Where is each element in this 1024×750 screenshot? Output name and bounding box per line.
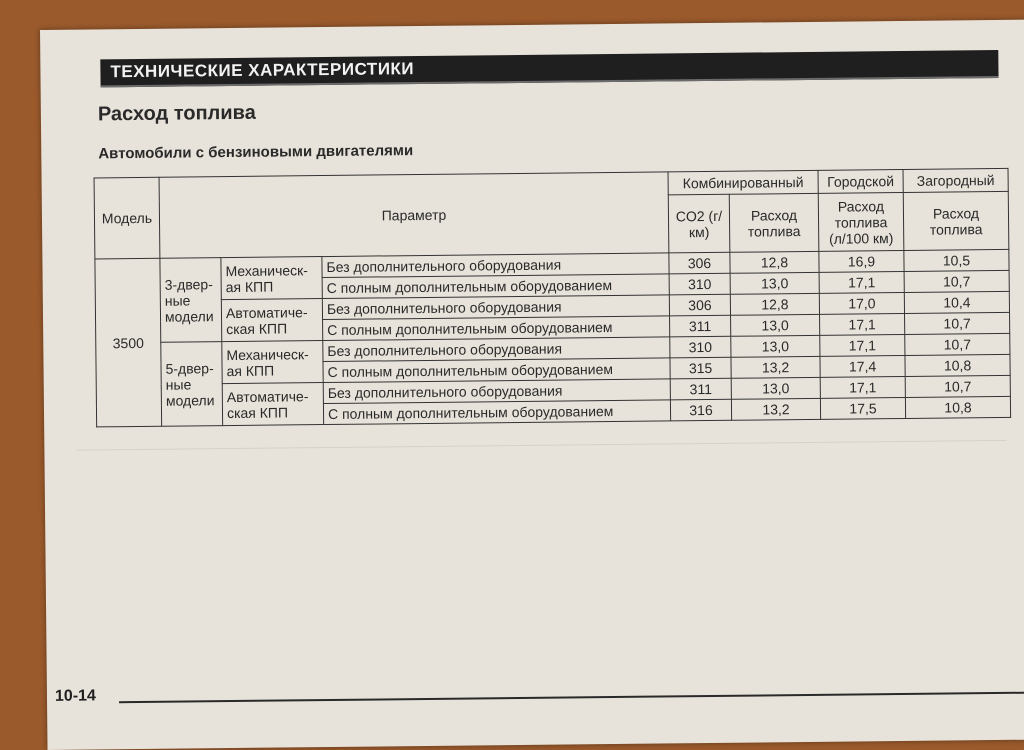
header-urban: Городской <box>818 169 903 193</box>
urban-cell: 17,1 <box>819 271 904 293</box>
urban-cell: 17,5 <box>820 397 905 419</box>
combined-cell: 12,8 <box>730 293 819 315</box>
equipment-cell: С полным дополнительным оборудованием <box>322 274 669 299</box>
section-header: ТЕХНИЧЕСКИЕ ХАРАКТЕРИСТИКИ <box>100 50 998 87</box>
footer-rule <box>119 692 1024 704</box>
co2-cell: 310 <box>670 336 731 358</box>
equipment-cell: С полным дополнительным оборудованием <box>323 358 670 383</box>
header-extra-urban: Загородный <box>903 168 1008 192</box>
combined-cell: 13,0 <box>731 314 820 336</box>
header-urban-consumption: Расход топлива (л/100 км) <box>818 192 904 251</box>
extra-urban-cell: 10,5 <box>904 249 1009 271</box>
table-subtitle: Автомобили с бензиновыми двигателями <box>98 142 414 163</box>
fuel-consumption-table <box>94 168 1012 428</box>
header-co2: CO2 (г/км) <box>668 194 730 253</box>
header-combined-consumption: Расход топлива <box>729 193 819 252</box>
co2-cell: 306 <box>669 252 730 274</box>
body-3door: 3-двер- ные модели <box>160 258 222 343</box>
gearbox-manual-3door: Механическ- ая КПП <box>221 257 322 300</box>
urban-cell: 17,1 <box>820 313 905 335</box>
extra-urban-cell: 10,7 <box>905 333 1010 355</box>
header-model: Модель <box>94 177 160 259</box>
gearbox-manual-5door: Механическ- ая КПП <box>222 341 323 384</box>
combined-cell: 13,2 <box>731 398 820 420</box>
manual-page <box>40 20 1024 750</box>
co2-cell: 310 <box>669 273 730 295</box>
equipment-cell: Без дополнительного оборудования <box>323 337 670 362</box>
bleed-through-area <box>76 440 1008 631</box>
extra-urban-cell: 10,8 <box>905 396 1010 418</box>
page-title: Расход топлива <box>97 101 256 126</box>
co2-cell: 306 <box>669 294 730 316</box>
header-extra-urban-consumption: Расход топлива <box>903 191 1009 250</box>
header-combined: Комбинированный <box>668 170 818 195</box>
urban-cell: 17,0 <box>819 292 904 314</box>
equipment-cell: С полным дополнительным оборудованием <box>323 316 670 341</box>
extra-urban-cell: 10,7 <box>904 270 1009 292</box>
extra-urban-cell: 10,8 <box>905 354 1010 376</box>
extra-urban-cell: 10,7 <box>905 375 1010 397</box>
model-cell: 3500 <box>95 258 162 427</box>
urban-cell: 16,9 <box>819 250 904 272</box>
urban-cell: 17,1 <box>820 334 905 356</box>
extra-urban-cell: 10,7 <box>905 312 1010 334</box>
equipment-cell: Без дополнительного оборудования <box>323 379 670 404</box>
combined-cell: 13,0 <box>731 377 820 399</box>
gearbox-auto-5door: Автоматиче- ская КПП <box>222 383 323 426</box>
combined-cell: 12,8 <box>730 251 819 273</box>
gearbox-auto-3door: Автоматиче- ская КПП <box>221 299 322 342</box>
page-number: 10-14 <box>54 687 96 705</box>
combined-cell: 13,2 <box>731 356 820 378</box>
header-parameter: Параметр <box>159 172 669 258</box>
equipment-cell: С полным дополнительным оборудованием <box>323 400 670 425</box>
equipment-cell: Без дополнительного оборудования <box>322 253 669 278</box>
urban-cell: 17,1 <box>820 376 905 398</box>
combined-cell: 13,0 <box>731 335 820 357</box>
urban-cell: 17,4 <box>820 355 905 377</box>
equipment-cell: Без дополнительного оборудования <box>322 295 669 320</box>
co2-cell: 311 <box>670 315 731 337</box>
combined-cell: 13,0 <box>730 272 819 294</box>
body-5door: 5-двер- ные модели <box>161 342 223 427</box>
co2-cell: 315 <box>670 357 731 379</box>
extra-urban-cell: 10,4 <box>904 291 1009 313</box>
co2-cell: 311 <box>670 378 731 400</box>
co2-cell: 316 <box>670 399 731 421</box>
